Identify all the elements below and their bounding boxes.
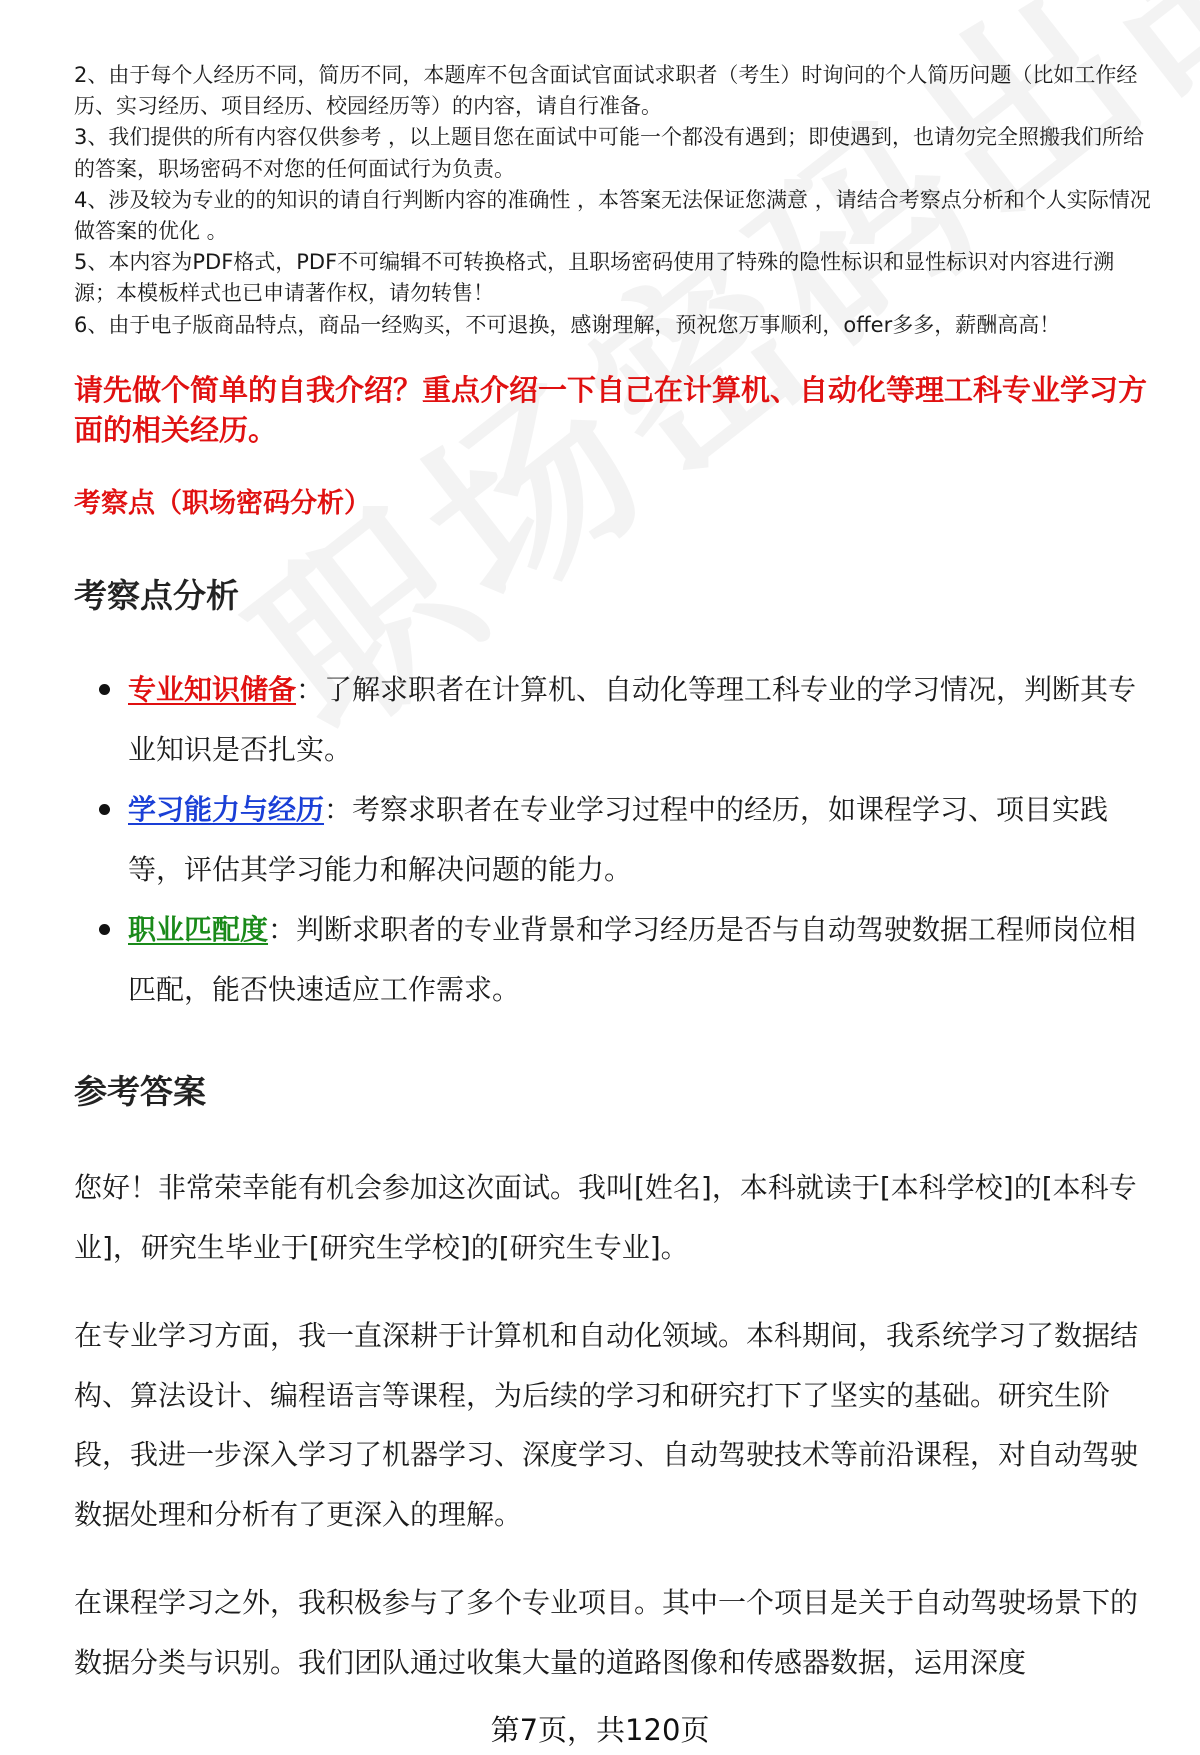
note-item: 3、我们提供的所有内容仅供参考 ，以上题目您在面试中可能一个都没有遇到；即使遇到，也请勿完全照搬我们所给的答案，职场密码不对您的任何面试行为负责。 <box>74 125 1145 181</box>
note-item: 5、本内容为PDF格式，PDF不可编辑不可转换格式，且职场密码使用了特殊的隐性标识和显性标识对内容进行溯源；本模板样式也已申请著作权，请勿转售！ <box>74 250 1115 306</box>
point-keyword: 职业匹配度 <box>128 913 269 946</box>
analysis-label: 考察点（职场密码分析） <box>74 488 371 519</box>
answer-body <box>74 1158 1154 1721</box>
question-title: 请先做个简单的自我介绍？重点介绍一下自己在计算机、自动化等理工科专业学习方面的相关经历。 <box>74 373 1148 447</box>
answer-paragraph: 在专业学习方面，我一直深耕于计算机和自动化领域。本科期间，我系统学习了数据结构、算法设计、编程语言等课程，为后续的学习和研究打下了坚实的基础。研究生阶段，我进一步深入学习了机器学习、深度学习、自动驾驶技术等前沿课程，对自动驾驶数据处理和分析有了更深入的理解。 <box>74 1319 1139 1531</box>
note-item: 4、涉及较为专业的的知识的请自行判断内容的准确性 ，本答案无法保证您满意 ，请结合考察点分析和个人实际情况做答案的优化 。 <box>74 187 1151 244</box>
point-keyword: 学习能力与经历 <box>128 793 325 826</box>
list-item <box>74 660 1154 780</box>
note-item: 2、由于每个人经历不同，简历不同，本题库不包含面试官面试求职者（考生）时询问的个人简历问题（比如工作经历、实习经历、项目经历、校园经历等）的内容，请自行准备。 <box>74 63 1138 119</box>
answer-paragraph: 在课程学习之外，我积极参与了多个专业项目。其中一个项目是关于自动驾驶场景下的数据分类与识别。我们团队通过收集大量的道路图像和传感器数据，运用深度 <box>74 1586 1139 1679</box>
point-keyword: 专业知识储备 <box>128 673 297 706</box>
notes-list <box>74 60 1154 341</box>
point-text: ：了解求职者在计算机、自动化等理工科专业的学习情况，判断其专业知识是否扎实。 <box>128 673 1137 766</box>
bullet-icon <box>99 804 110 815</box>
note-item: 6、由于电子版商品特点，商品一经购买，不可退换，感谢理解，预祝您万事顺利，offer多多，薪酬高高！ <box>74 312 1061 337</box>
bullet-icon <box>99 924 110 935</box>
analysis-points <box>74 660 1154 1020</box>
answer-paragraph: 您好！非常荣幸能有机会参加这次面试。我叫[姓名]，本科就读于[本科学校]的[本科专业]，研究生毕业于[研究生学校]的[研究生专业]。 <box>74 1171 1137 1264</box>
answer-heading: 参考答案 <box>74 1072 206 1111</box>
point-text: ：考察求职者在专业学习过程中的经历，如课程学习、项目实践等，评估其学习能力和解决问题的能力。 <box>128 793 1109 886</box>
bullet-icon <box>99 684 110 695</box>
point-text: ：判断求职者的专业背景和学习经历是否与自动驾驶数据工程师岗位相匹配，能否快速适应工作需求。 <box>128 913 1137 1006</box>
page-number: 第7页，共120页 <box>490 1713 710 1747</box>
list-item <box>74 900 1154 1020</box>
list-item <box>74 780 1154 900</box>
analysis-heading: 考察点分析 <box>74 576 239 615</box>
